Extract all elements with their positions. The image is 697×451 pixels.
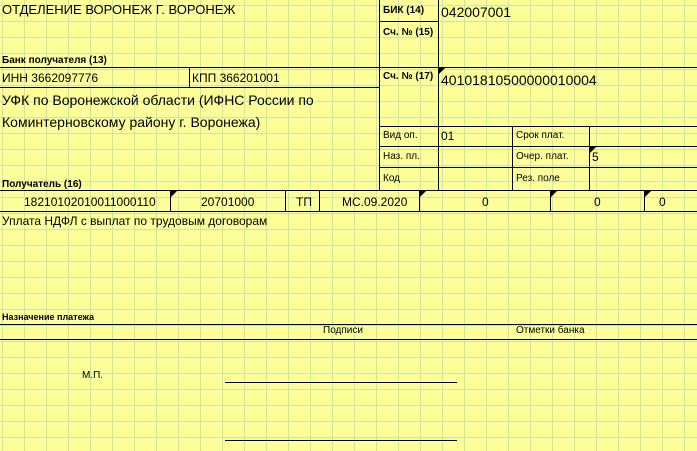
corner-mark <box>420 191 426 197</box>
bank-marks-label: Отметки банка <box>516 325 585 336</box>
kbk-value: 18210102010011000110 <box>24 195 156 209</box>
recipient-name-line1: УФК по Воронежской области (ИФНС России по <box>2 92 314 108</box>
signature-line-1 <box>225 382 457 383</box>
doc-date-value: 0 <box>594 195 601 209</box>
account15-label: Сч. № (15) <box>383 27 434 38</box>
divider-h-taxrow-bottom <box>0 211 697 212</box>
recipient-bank-label: Банк получателя (13) <box>2 55 107 66</box>
divider-v-label-col <box>379 0 380 190</box>
kod-label: Код <box>383 173 401 184</box>
payment-basis-value: ТП <box>296 195 312 209</box>
corner-mark <box>551 191 557 197</box>
payer-bank-name: ОТДЕЛЕНИЕ ВОРОНЕЖ Г. ВОРОНЕЖ <box>2 2 236 17</box>
divider-v-inn-kpp <box>189 67 190 87</box>
corner-mark <box>645 191 651 197</box>
account17-label: Сч. № (17) <box>383 71 434 82</box>
divider-h-bik <box>379 21 439 22</box>
recipient-label: Получатель (16) <box>2 179 82 190</box>
divider-h-vidop-top <box>379 126 697 127</box>
divider-v-tax-3 <box>319 190 320 211</box>
naz-pl-label: Наз. пл. <box>383 151 420 162</box>
divider-h-inn <box>0 87 380 88</box>
divider-h-signatures <box>0 339 697 340</box>
payment-purpose-label: Назначение платежа <box>2 312 94 322</box>
divider-v-srok-value <box>589 126 590 190</box>
divider-v-tax-1 <box>170 190 171 211</box>
divider-v-tax-5 <box>550 190 551 211</box>
divider-v-tax-4 <box>419 190 420 211</box>
divider-h-kod-top <box>379 167 697 168</box>
divider-h-recipient-bank <box>0 67 697 68</box>
vid-op-label: Вид оп. <box>383 130 418 141</box>
ocher-plat-label: Очер. плат. <box>516 151 569 162</box>
divider-v-value-col <box>438 0 439 190</box>
payment-type-value: 0 <box>659 195 666 209</box>
divider-h-taxrow-top <box>0 190 697 191</box>
divider-h-nazpl-top <box>379 146 697 147</box>
oktmo-value: 20701000 <box>201 195 255 209</box>
kpp-value: КПП 366201001 <box>192 71 280 85</box>
signature-line-2 <box>225 440 457 441</box>
tax-period-value: МС.09.2020 <box>342 195 408 209</box>
payment-purpose-text: Уплата НДФЛ с выплат по трудовым договорам <box>2 214 268 228</box>
bik-value: 042007001 <box>441 4 512 20</box>
divider-v-tax-6 <box>644 190 645 211</box>
srok-plat-label: Срок плат. <box>516 130 565 141</box>
recipient-name-line2: Коминтерновскому району г. Воронежа) <box>2 114 261 130</box>
corner-mark <box>171 191 177 197</box>
vid-op-value: 01 <box>441 129 455 143</box>
divider-v-srok <box>512 126 513 190</box>
divider-v-tax-2 <box>285 190 286 211</box>
rez-pole-label: Рез. поле <box>516 173 560 184</box>
bik-label: БИК (14) <box>383 5 425 16</box>
doc-number-value: 0 <box>482 195 489 209</box>
stamp-place-label: М.П. <box>82 370 104 381</box>
ocher-plat-value: 5 <box>592 150 599 164</box>
signatures-label: Подписи <box>323 325 363 336</box>
account17-value: 40101810500000010004 <box>441 72 597 88</box>
inn-value: ИНН 3662097776 <box>2 71 99 85</box>
